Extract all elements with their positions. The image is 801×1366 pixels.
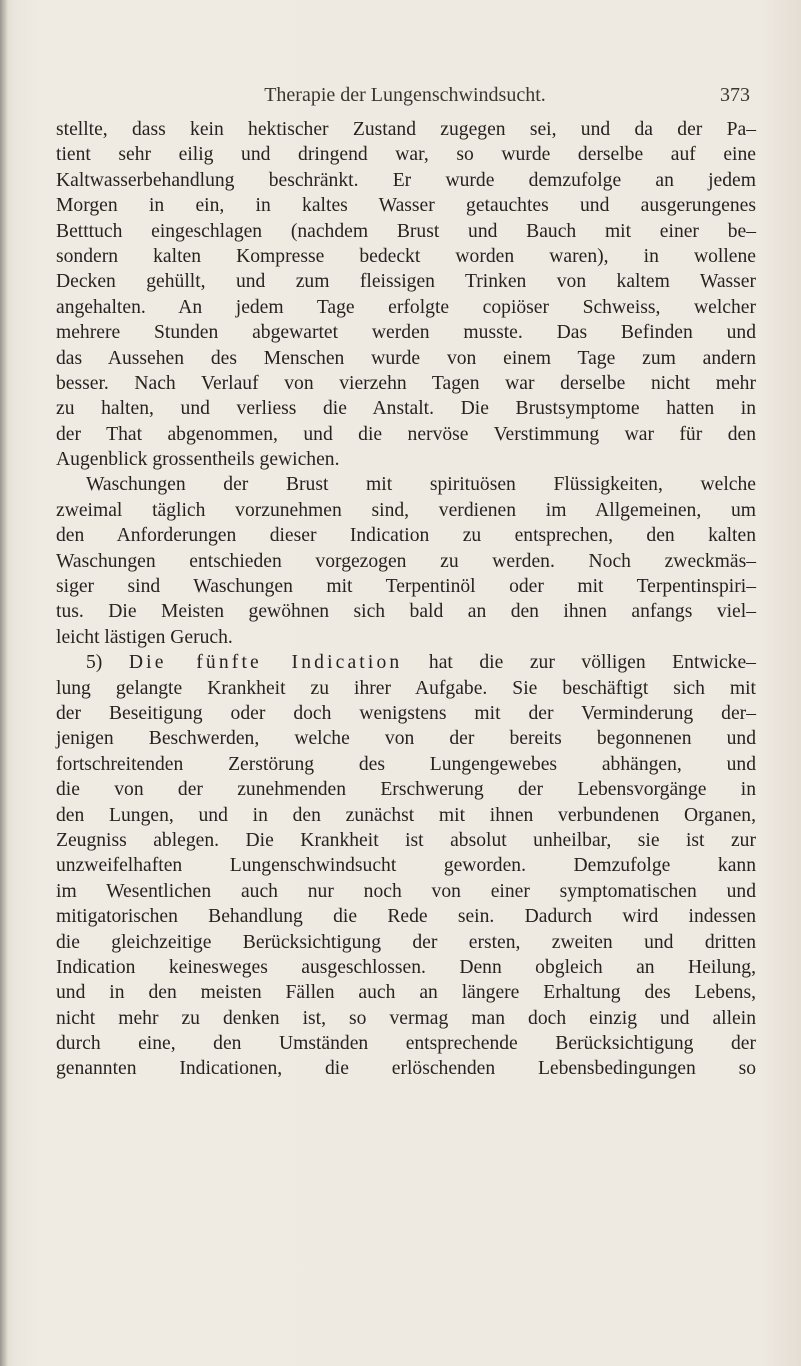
paragraph-2 — [56, 472, 756, 650]
text-line: Betttuch eingeschlagen (nachdem Brust und Bauch mit einer be– — [56, 220, 756, 242]
text-line: das Aussehen des Menschen wurde von einem Tage zum andern — [56, 347, 756, 369]
text-line: Waschungen der Brust mit spirituösen Flüssigkeiten, welche — [86, 474, 756, 496]
text-line: angehalten. An jedem Tage erfolgte copiöser Schweiss, welcher — [56, 296, 756, 318]
paragraph-3 — [56, 650, 756, 1082]
text-line: und in den meisten Fällen auch an längere Erhaltung des Lebens, — [56, 982, 756, 1004]
text-line: besser. Nach Verlauf von vierzehn Tagen war derselbe nicht mehr — [56, 372, 756, 394]
text-line: der That abgenommen, und die nervöse Verstimmung war für den — [56, 423, 756, 445]
text-line: die gleichzeitige Berücksichtigung der ersten, zweiten und dritten — [56, 931, 756, 953]
text-line: die von der zunehmenden Erschwerung der Lebensvorgänge in — [56, 779, 756, 801]
text-line: sondern kalten Kompresse bedeckt worden waren), in wollene — [56, 245, 756, 267]
text-line: mitigatorischen Behandlung die Rede sein. Dadurch wird indessen — [56, 906, 756, 928]
text-line: Zeugniss ablegen. Die Krankheit ist absolut unheilbar, sie ist zur — [56, 829, 756, 851]
text-line: tus. Die Meisten gewöhnen sich bald an den ihnen anfangs viel– — [56, 601, 756, 623]
paragraph-1 — [56, 117, 756, 472]
text-line: im Wesentlichen auch nur noch von einer symptomatischen und — [56, 880, 756, 902]
running-title: Therapie der Lungenschwindsucht. — [264, 84, 546, 106]
text-line: stellte, dass kein hektischer Zustand zugegen sei, und da der Pa– — [56, 119, 756, 140]
section-heading-line — [56, 650, 756, 675]
page-header — [60, 84, 750, 114]
text-line: mehrere Stunden abgewartet werden musste. Das Befinden und — [56, 322, 756, 344]
text-line: zu halten, und verliess die Anstalt. Die Brustsymptome hatten in — [56, 398, 756, 420]
page-number: 373 — [720, 84, 750, 106]
section-number: 5) — [86, 652, 103, 674]
text-line: jenigen Beschwerden, welche von der bereits begonnenen und — [56, 728, 756, 750]
binding-edge — [0, 0, 8, 1366]
text-line: Waschungen entschieden vorgezogen zu werden. Noch zweckmäs– — [56, 550, 756, 572]
body-text — [56, 117, 756, 1082]
text-line: tient sehr eilig und dringend war, so wurde derselbe auf eine — [56, 144, 756, 166]
text-line: der Beseitigung oder doch wenigstens mit der Verminderung der– — [56, 702, 756, 724]
text-line: zweimal täglich vorzunehmen sind, verdienen im Allgemeinen, um — [56, 499, 756, 521]
section-heading: Die fünfte Indication — [128, 652, 403, 674]
text-line: Indication keinesweges ausgeschlossen. Denn obgleich an Heilung, — [56, 956, 756, 978]
text-line: fortschreitenden Zerstörung des Lungengewebes abhängen, und — [56, 753, 756, 775]
text-line: Kaltwasserbehandlung beschränkt. Er wurde demzufolge an jedem — [56, 169, 756, 191]
text-line: lung gelangte Krankheit zu ihrer Aufgabe. Sie beschäftigt sich mit — [56, 677, 756, 699]
text-line: leicht lästigen Geruch. — [56, 626, 233, 648]
text-line: genannten Indicationen, die erlöschenden Lebensbedingungen so — [56, 1058, 756, 1080]
text-line: nicht mehr zu denken ist, so vermag man doch einzig und allein — [56, 1007, 756, 1029]
text-line: siger sind Waschungen mit Terpentinöl oder mit Terpentinspiri– — [56, 576, 756, 598]
text-line: den Lungen, und in den zunächst mit ihnen verbundenen Organen, — [56, 804, 756, 826]
section-heading-rest: hat die zur völligen Entwicke– — [428, 652, 756, 674]
text-line: Augenblick grossentheils gewichen. — [56, 449, 340, 471]
text-line: Decken gehüllt, und zum fleissigen Trinken von kaltem Wasser — [56, 271, 756, 293]
text-line: Morgen in ein, in kaltes Wasser getauchtes und ausgerungenes — [56, 195, 756, 217]
text-line: durch eine, den Umständen entsprechende Berücksichtigung der — [56, 1033, 756, 1055]
text-line: unzweifelhaften Lungenschwindsucht geworden. Demzufolge kann — [56, 855, 756, 877]
text-line: den Anforderungen dieser Indication zu entsprechen, den kalten — [56, 525, 756, 547]
